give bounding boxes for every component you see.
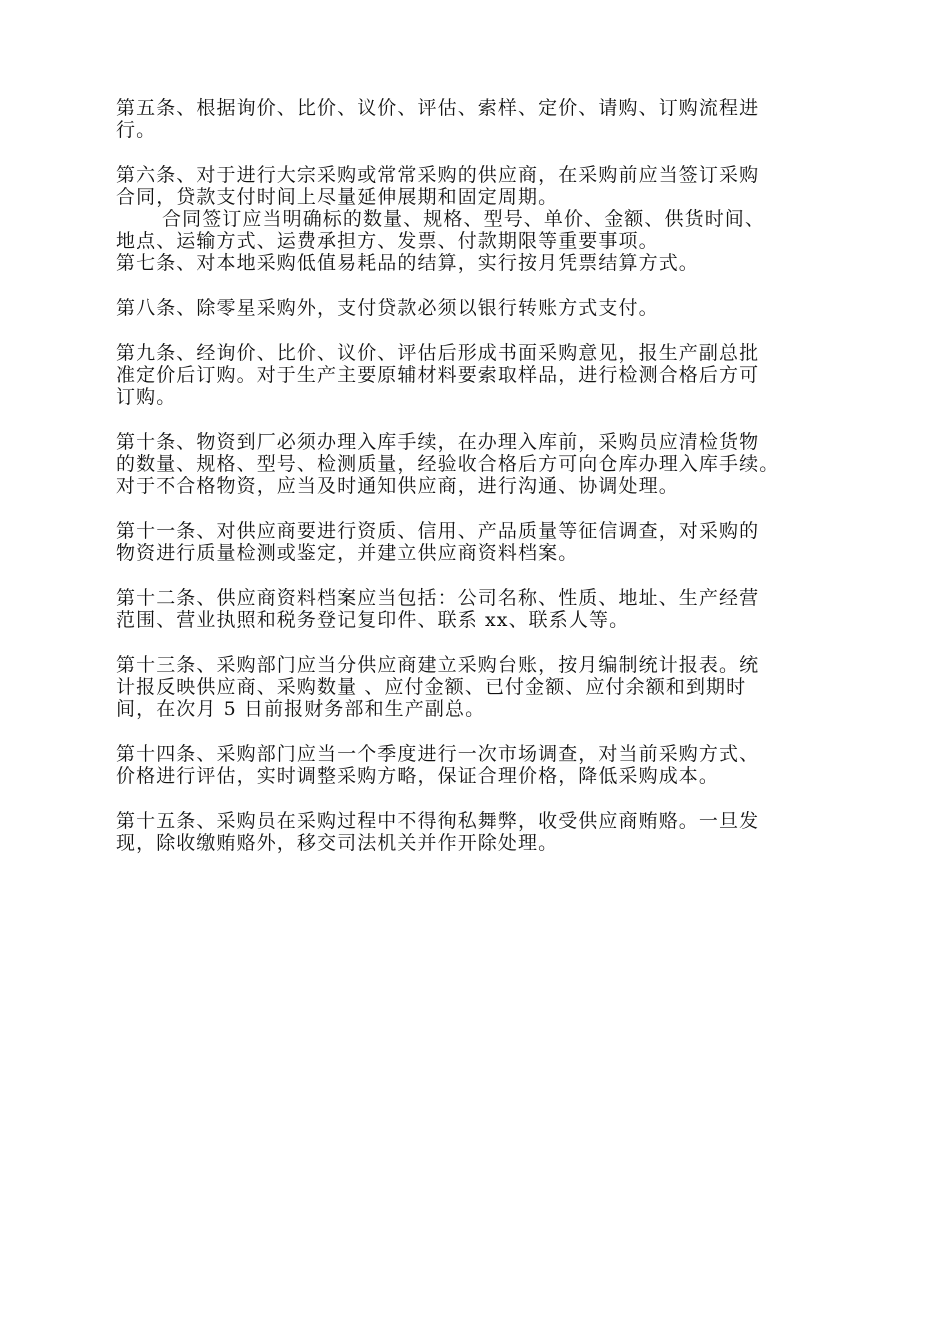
article-6-continuation-line: 合同签订应当明确标的数量、规格、型号、单价、金额、供货时间、 <box>162 208 766 230</box>
article-13-line: 间，在次月 5 日前报财务部和生产副总。 <box>116 698 486 720</box>
article-9-line: 第九条、经询价、比价、议价、评估后形成书面采购意见，报生产副总批 <box>116 342 760 364</box>
article-13-line: 计报反映供应商、采购数量 、应付金额、已付金额、应付余额和到期时 <box>116 676 747 698</box>
article-7-line: 第七条、对本地采购低值易耗品的结算，实行按月凭票结算方式。 <box>116 252 699 274</box>
article-10-line: 第十条、物资到厂必须办理入库手续，在办理入库前，采购员应清检货物 <box>116 431 760 453</box>
article-14-line: 价格进行评估，实时调整采购方略，保证合理价格，降低采购成本。 <box>116 765 720 787</box>
article-6-line: 合同，贷款支付时间上尽量延伸展期和固定周期。 <box>116 186 559 208</box>
article-5-line: 行。 <box>116 119 157 141</box>
article-10-line: 对于不合格物资，应当及时通知供应商，进行沟通、协调处理。 <box>116 475 679 497</box>
article-8-line: 第八条、除零星采购外，支付贷款必须以银行转账方式支付。 <box>116 297 659 319</box>
article-14-line: 第十四条、采购部门应当一个季度进行一次市场调查，对当前采购方式、 <box>116 743 760 765</box>
article-6-line: 第六条、对于进行大宗采购或常常采购的供应商，在采购前应当签订采购 <box>116 164 760 186</box>
article-9-line: 准定价后订购。对于生产主要原辅材料要索取样品，进行检测合格后方可 <box>116 364 760 386</box>
article-11 <box>116 520 846 564</box>
article-14 <box>116 743 846 787</box>
article-12-line: 范围、营业执照和税务登记复印件、联系 xx、联系人等。 <box>116 609 630 631</box>
article-6-continuation-line: 地点、运输方式、运费承担方、发票、付款期限等重要事项。 <box>116 230 659 252</box>
article-6 <box>116 164 846 252</box>
article-8 <box>116 297 846 319</box>
article-15-line: 第十五条、采购员在采购过程中不得徇私舞弊，收受供应商贿赂。一旦发 <box>116 810 760 832</box>
article-11-line: 第十一条、对供应商要进行资质、信用、产品质量等征信调查，对采购的 <box>116 520 760 542</box>
article-10-line: 的数量、规格、型号、检测质量，经验收合格后方可向仓库办理入库手续。 <box>116 453 780 475</box>
article-13-line: 第十三条、采购部门应当分供应商建立采购台账，按月编制统计报表。统 <box>116 654 760 676</box>
article-12-line: 第十二条、供应商资料档案应当包括：公司名称、性质、地址、生产经营 <box>116 587 760 609</box>
article-15 <box>116 810 846 854</box>
article-15-line: 现，除收缴贿赂外，移交司法机关并作开除处理。 <box>116 832 559 854</box>
article-10 <box>116 431 846 497</box>
article-12 <box>116 587 846 631</box>
article-13 <box>116 654 846 720</box>
article-7 <box>116 252 846 274</box>
article-11-line: 物资进行质量检测或鉴定，并建立供应商资料档案。 <box>116 542 579 564</box>
article-9-line: 订购。 <box>116 386 177 408</box>
article-5-line: 第五条、根据询价、比价、议价、评估、索样、定价、请购、订购流程进 <box>116 97 760 119</box>
article-5 <box>116 97 846 141</box>
document-body <box>116 97 846 877</box>
article-9 <box>116 342 846 408</box>
